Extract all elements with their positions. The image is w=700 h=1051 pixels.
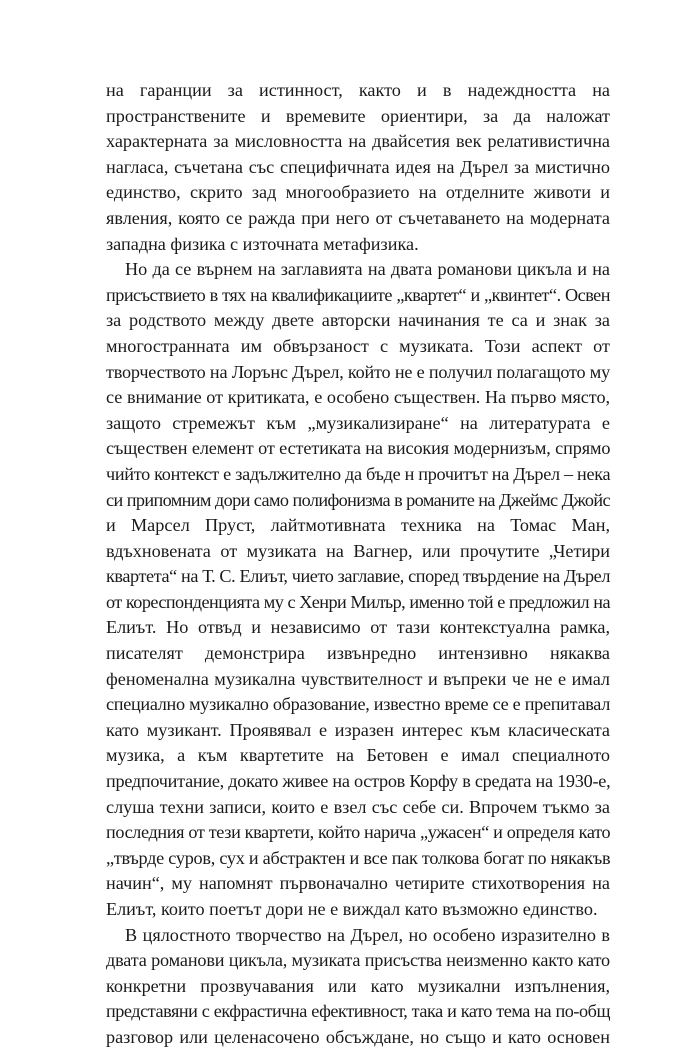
text-line: разговор или целенасочено обсъждане, но също и като основен: [106, 1026, 610, 1047]
text-line: В цялостното творчество на Дърел, но особено изразително в: [125, 924, 610, 945]
text-line: многостранната им обвързаност с музиката. Този аспект от: [106, 335, 610, 356]
text-line: явления, която се ражда при него от съчетаването на модерната: [106, 207, 610, 228]
text-line: писателят демонстрира извънредно интензивно някаква: [106, 643, 610, 664]
text-line: Елиът, които поетът дори не е виждал като възможно единство.: [106, 899, 598, 919]
text-line: пространствените и времевите ориентири, за да наложат: [106, 105, 610, 126]
paragraph-2: [106, 257, 610, 922]
text-line: творчеството на Лорънс Дърел, който не е получил полагащото му: [106, 361, 610, 382]
text-line: от кореспонденцията му с Хенри Милър, именно той е предложил на: [106, 591, 610, 612]
text-line: слуша техни записи, които е взел със себе си. Впрочем тъкмо за: [106, 796, 610, 817]
text-line: вдъхновената от музиката на Вагнер, или прочутите „Четири: [106, 540, 610, 561]
text-line: характерната за мисловността на двайсетия век релативистична: [106, 131, 610, 152]
text-line: за родството между двете авторски начинания те са и знак за: [106, 310, 610, 331]
text-line: музика, а към квартетите на Бетовен е имал специалното: [106, 745, 610, 766]
text-line: двата романови цикъла, музиката присъства неизменно както като: [106, 950, 610, 971]
text-line: защото стремежът към „музикализиране“ на литературата е: [106, 412, 610, 433]
text-line: чийто контекст е задължително да бъде н прочитът на Дърел – нека: [106, 463, 611, 484]
text-line: феноменална музикална чувствителност и въпреки че не е имал: [106, 668, 610, 689]
text-line: западна физика с източната метафизика.: [106, 233, 419, 254]
text-line: нагласа, съчетана със специфичната идея на Дърел за мистично: [106, 156, 610, 177]
body-text: [106, 78, 610, 1051]
text-line: се внимание от критиката, е особено съществен. На първо място,: [106, 387, 610, 408]
text-line: Но да се върнем на заглавията на двата романови цикъла и на: [125, 259, 610, 280]
text-line: специално музикално образование, известно време се е препитавал: [106, 694, 610, 715]
text-line: присъствието в тях на квалификациите „квартет“ и „квинтет“. Освен: [106, 284, 610, 305]
text-line: представяни с екфрастична ефективност, така и като тема на по-общ: [106, 1001, 610, 1022]
paragraph-3: [106, 923, 610, 1051]
text-line: квартета“ на Т. С. Елиът, чието заглавие, според твърдение на Дърел: [106, 566, 610, 587]
text-line: Елиът. Но отвъд и независимо от тази контекстуална рамка,: [106, 617, 610, 638]
text-line: си припомним дори само полифонизма в романите на Джеймс Джойс: [106, 489, 610, 510]
text-line: на гаранции за истинност, както и в надеждността на: [106, 80, 610, 100]
text-line: предпочитание, докато живее на остров Корфу в средата на 1930-е,: [106, 771, 611, 792]
text-line: и Марсел Пруст, лайтмотивната техника на Томас Ман,: [106, 515, 610, 536]
text-line: като музикант. Проявявал е изразен интерес към класическата: [106, 719, 610, 740]
text-line: последния от тези квартети, който нарича „ужасен“ и определя като: [106, 822, 611, 843]
text-line: конкретни прозвучавания или като музикални изпълнения,: [106, 975, 610, 996]
paragraph-1: [106, 78, 610, 257]
text-line: единство, скрито зад многообразието на отделните животи и: [106, 182, 610, 203]
text-line: „твърде суров, сух и абстрактен и все пак толкова богат по някакъв: [106, 847, 611, 868]
text-line: съществен елемент от естетиката на високия модернизъм, спрямо: [106, 438, 611, 459]
text-line: начин“, му напомнят първоначално четирите стихотворения на: [106, 873, 610, 894]
